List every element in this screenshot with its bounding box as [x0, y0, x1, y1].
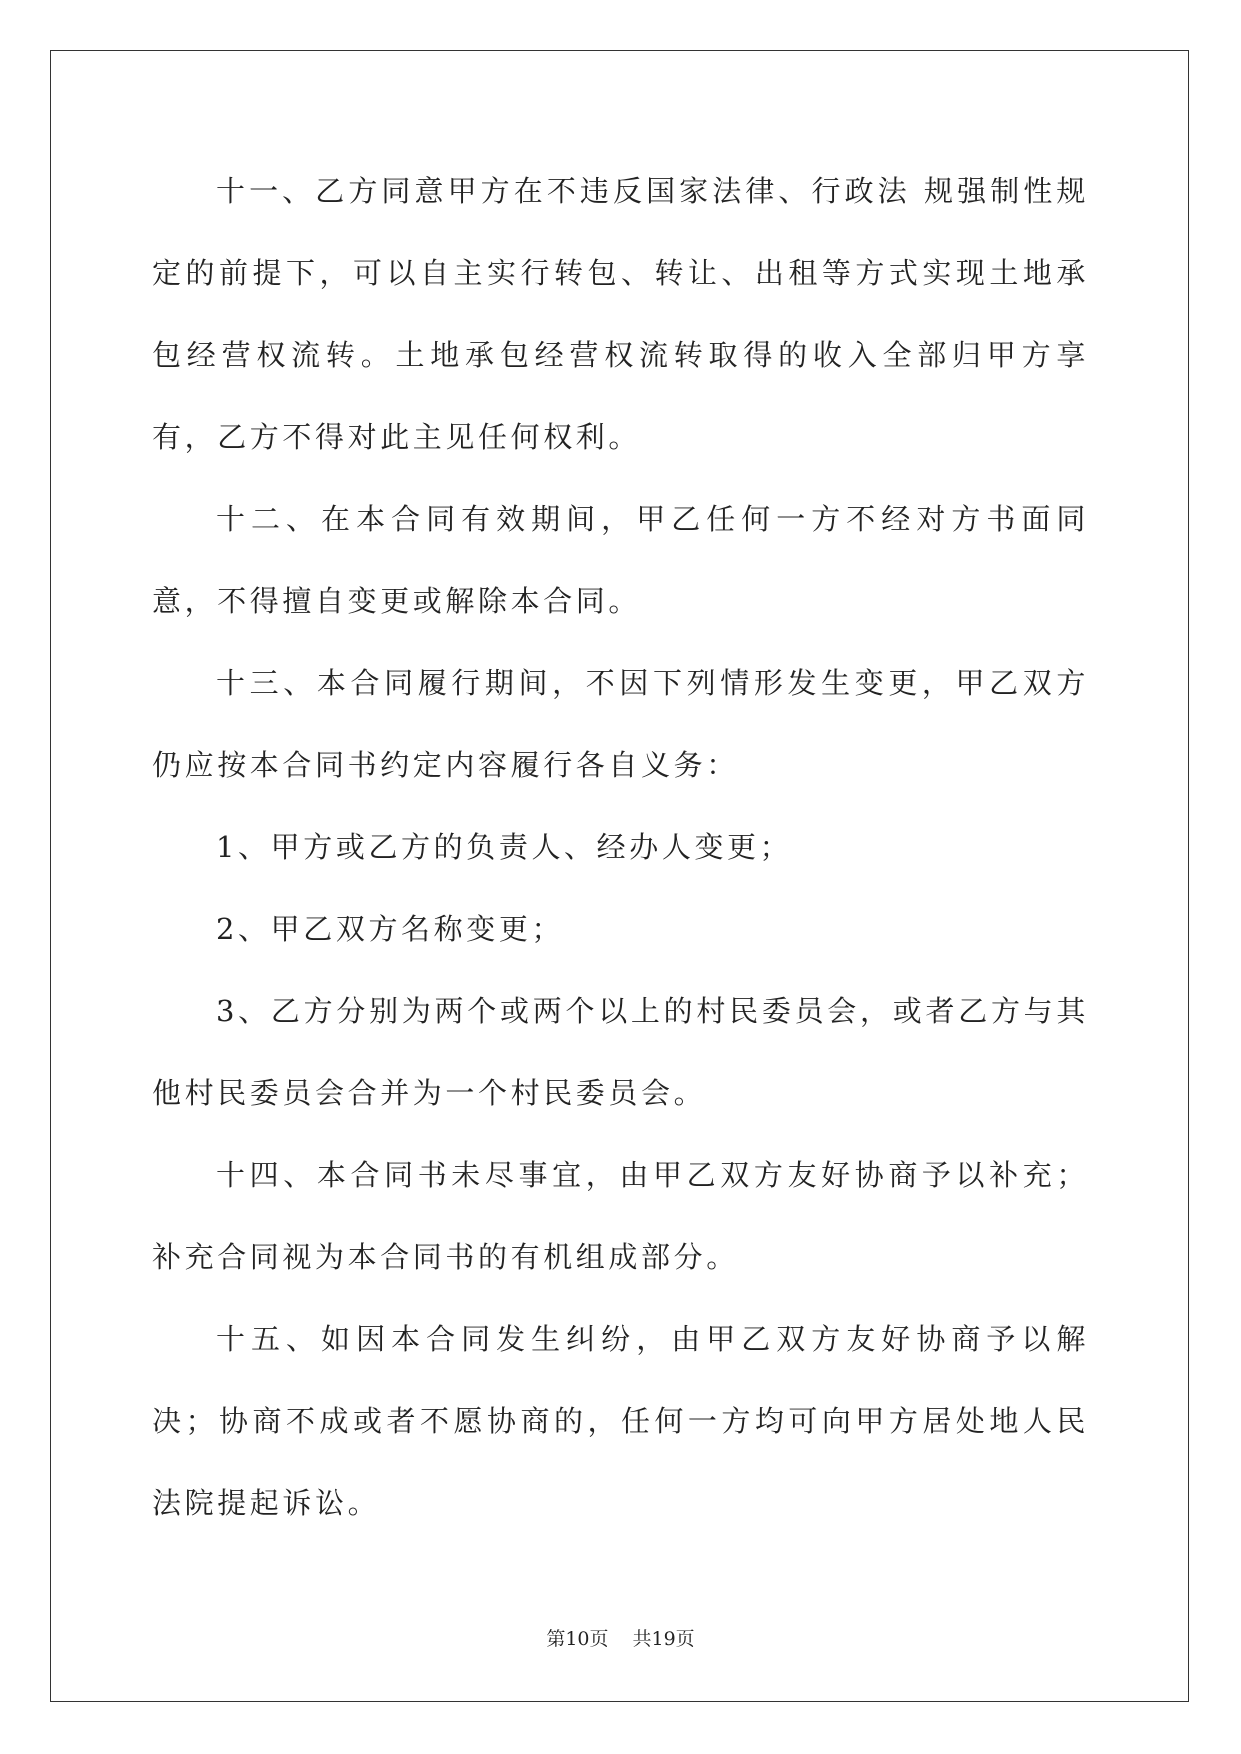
document-body — [152, 150, 1089, 1544]
paragraph-clause-14: 十四、本合同书未尽事宜，由甲乙双方友好协商予以补充；补充合同视为本合同书的有机组成部分。 — [152, 1158, 1089, 1274]
paragraph-clause-13-item-1: 1、甲方或乙方的负责人、经办人变更； — [216, 830, 793, 864]
paragraph-clause-15: 十五、如因本合同发生纠纷，由甲乙双方友好协商予以解决；协商不成或者不愿协商的，任何一方均可向甲方居处地人民法院提起诉讼。 — [152, 1322, 1089, 1520]
paragraph-clause-13: 十三、本合同履行期间，不因下列情形发生变更，甲乙双方仍应按本合同书约定内容履行各自义务： — [152, 666, 1089, 782]
paragraph-clause-13-item-2: 2、甲乙双方名称变更； — [216, 912, 565, 946]
paragraph-clause-12: 十二、在本合同有效期间，甲乙任何一方不经对方书面同意，不得擅自变更或解除本合同。 — [152, 502, 1089, 618]
paragraph-clause-13-item-3: 3、乙方分别为两个或两个以上的村民委员会，或者乙方与其他村民委员会合并为一个村民委员会。 — [152, 994, 1089, 1110]
total-pages-label: 共19页 — [632, 1628, 695, 1650]
paragraph-clause-11: 十一、乙方同意甲方在不违反国家法律、行政法 规强制性规定的前提下，可以自主实行转包、转让、出租等方式实现土地承包经营权流转。土地承包经营权流转取得的收入全部归甲方享有，乙方不得对此主见任何权利。 — [152, 174, 1089, 454]
page-footer — [0, 1628, 1241, 1650]
current-page-label: 第10页 — [546, 1628, 609, 1650]
